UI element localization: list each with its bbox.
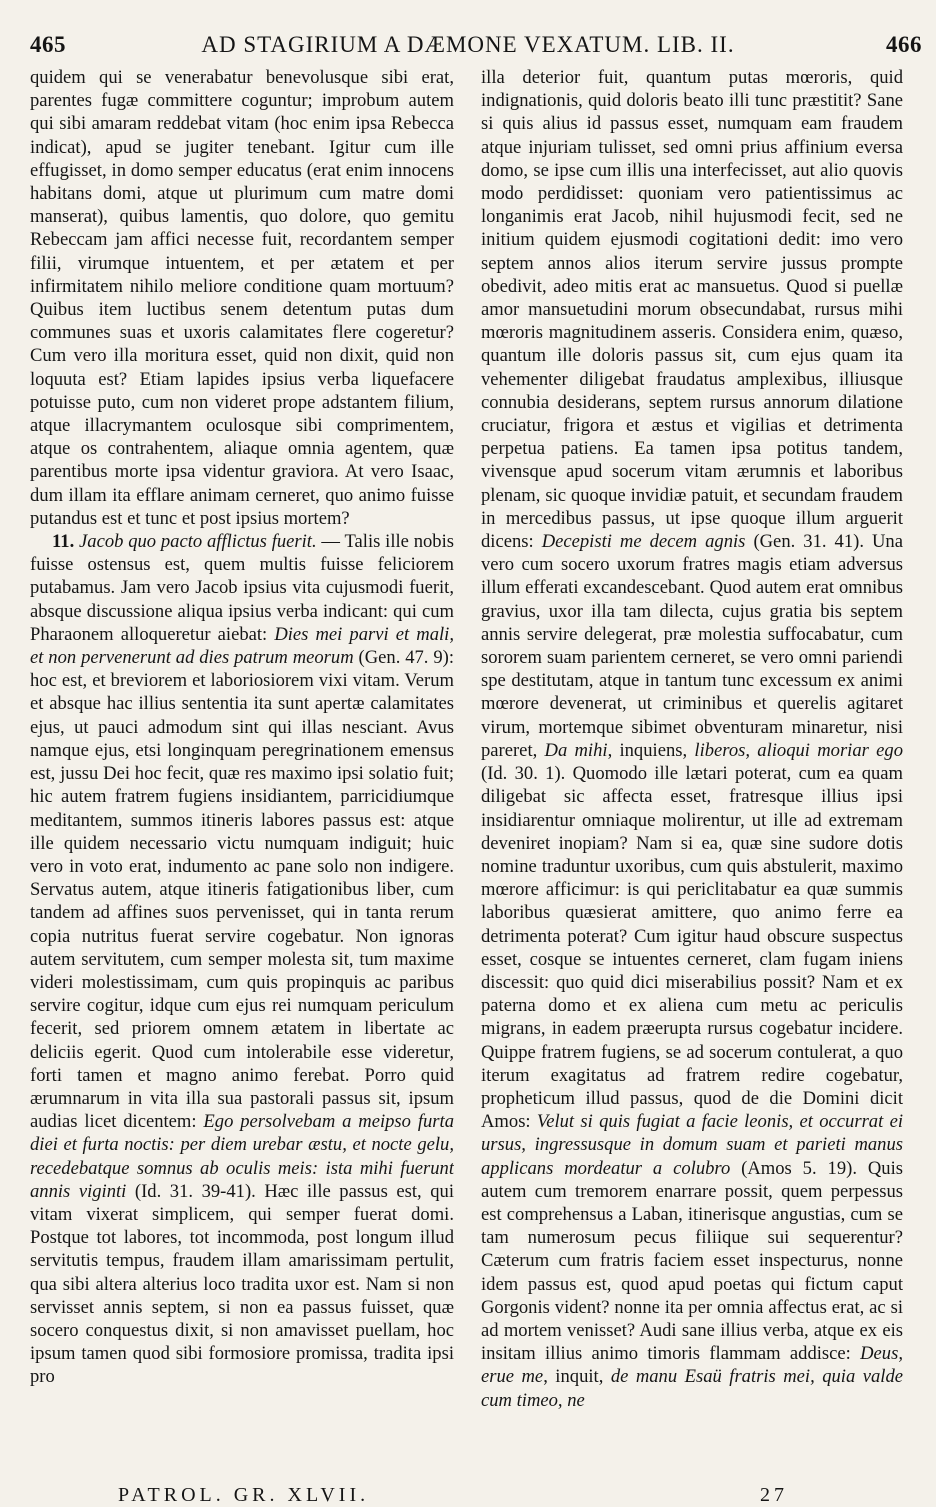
paragraph: quidem qui se venerabatur benevolusque sibi erat, parentes fugæ committere coguntur; improbum autem qui sibi amaram reddebat vitam (hoc enim ipsa Rebecca indicat), apud se jugiter tenebant. Igitur cum ille effugisset, in domo semper educatus (erat enim innocens habitans domi, atque ut plurimum cum matre domi manserat), quibus lamentis, quo dolore, quo gemitu Rebeccam jam affici necesse fuit, recordantem semper filii, virumque intuentem, et per ætatem et per infirmitatem nihilo meliore conditione quam mortuum? Quibus item luctibus senem detentum putas dum communes suas et uxoris calamitates flere cogeretur? Cum vero illa moritura esset, quid non dixit, quid non loquuta est? Etiam lapides ipsius verba liquefacere potuisse puto, cum non videret prope adstantem filium, atque illacrymantem oculosque sibi comprimentem, atque os contrahentem, aliaque omnia agentem, quæ parentibus morte ipsa videntur graviora. At vero Isaac, dum illam ita efflare animam cerneret, quo animo fuisse putandus est et tunc et post ipsius mortem? bbox=[30, 67, 454, 529]
scripture-reference: (Amos 5. 19) bbox=[730, 1157, 853, 1179]
scripture-quote: de manu Esaü fratris mei, quia valde cum timeo, ne bbox=[481, 1366, 903, 1411]
running-title: AD STAGIRIUM A DÆMONE VEXATUM. LIB. II. bbox=[201, 32, 735, 57]
scripture-reference: (Gen. 47. 9) bbox=[353, 647, 449, 669]
text-run: . Una vero cum socero uxorum fratres magis etiam adversus illum efferati excandescebant. Quod autem erat omnibus gravius, uxor illa tam dilecta, cujus gratia bis septem annis servire delegerat, præ molestia suffocabatur, cum sororem suam parientem cerneret, se vero omni pariendi spe destitutam, atque in tantum tunc excessum ex animi mœrore devenerat, ut criminibus et querelis agitaret virum, mortemque sibimet obventuram minaretur, nisi pareret, bbox=[481, 531, 903, 761]
scripture-quote: Dies mei parvi et mali, et non pervenerunt ad dies patrum meorum bbox=[30, 623, 454, 669]
text-run: : hoc est, et breviorem et laboriosiorem vixi vitam. Verum et absque hac illius sententia ita sunt apertæ calamitates ejus, ut pauci admodum sint qui illas nesciant. Avus namque ejus, etsi longinquam peregrinationem emensus est, jussu Dei hoc fecit, quæ res maximo ipsi solatio fuit; hic autem fratrem fugiens insidiantem, parricidiumque meditantem, summos itineris labores passus est: atque ille quidem necessario victu numquam indiguit; huic vero in voto erat, indumento ac pane solo non indigere. Servatus autem, atque itineris fatigationibus liber, cum tandem ad affines suos pervenisset, qui in tanta rerum copia nutritus fuerat servire cogebatur. Non ignoras autem servitutem, cum semper molesta sit, tum maxime videri molestissimam, cum quis propinquis ac paribus servire cogitur, idque cum ejus rei numquam periculum fecerit, sed priorem omnem ætatem in libertate ac deliciis egerit. Quod cum intolerabile esse videretur, forti tamen et magno animo ferebat. Porro quid ærumnarum in vita illa sua pastorali passus sit, ipsum audias licet dicentem: bbox=[30, 647, 454, 1133]
text-run: . Hæc ille passus est, qui vitam vixerat simplicem, qui semper fuerat domi. Postque tot labores, tot incommoda, post longum illud servitutis tempus, fraudem illam amarissimam pertulit, qua sibi altera alterius loco tradita uxor est. Nam si non servisset annis septem, si non ea passus fuisset, quæ socero conquestus dixit, si non amavisset puellam, hoc ipsum tamen quod sibi formosiore promissa, tradita ipsi pro bbox=[30, 1180, 454, 1388]
section-title: Jacob quo pacto afflictus fuerit. bbox=[79, 531, 317, 553]
section-number: 11. bbox=[52, 531, 75, 553]
scripture-reference: (Id. 30. 1) bbox=[481, 763, 561, 785]
text-run: , inquit, bbox=[543, 1366, 611, 1388]
scripture-reference: (Id. 31. 39-41) bbox=[126, 1180, 252, 1202]
scripture-quote: Velut si quis fugiat a facie leonis, et occurrat ei ursus, ingressusque in domum suam et parieti manus applicans mordeatur a colubro bbox=[481, 1111, 903, 1179]
text-run: . Quis autem cum tremorem enarrare possit, quem perpessus est comprehensus a Laban, itinerisque angustias, cum se tam numerosum pecus filiique sui sequerentur? Cæterum cum fratris faciem esset inspecturus, nonne idem passus est, quod apud poetas qui fictum caput Gorgonis vident? nonne ita per omnia affectus erat, ac si ad mortem venisset? Audi sane illius verba, atque ex eis insitam illius animo timoris flammam addisce: bbox=[481, 1157, 903, 1365]
footer-signature: 27 bbox=[760, 1484, 788, 1506]
right-column bbox=[481, 66, 903, 1471]
scripture-reference: (Gen. 31. 41) bbox=[745, 531, 860, 553]
scripture-quote: Deus, erue me bbox=[481, 1343, 903, 1388]
left-column bbox=[30, 66, 454, 1471]
scripture-quote: liberos, alioqui moriar ego bbox=[694, 739, 903, 761]
text-run: — Talis ille nobis fuisse ostensus est, quem multis fuisse feliciorem putabamus. Jam vero Jacob ipsius vita cujusmodi fuerit, absque discussione aliqua ipsius verba indicant: qui cum Pharaonem alloqueretur aiebat: bbox=[30, 531, 454, 645]
footer-series: PATROL. GR. XLVII. bbox=[118, 1484, 370, 1506]
page-number-right: 466 bbox=[886, 32, 922, 57]
page-header bbox=[0, 8, 936, 57]
text-run: illa deterior fuit, quantum putas mœroris, quid indignationis, quid doloris beato illi tunc præstitit? Sane si quis alius id passus esset, numquam eam fraudem atque injuriam tulisset, sed omni prius affinium eversa domo, se ipse cum illis una interfecisset, aut alio quovis modo perdidisset: quoniam vero patientissimus ac longanimis erat Jacob, nihil hujusmodi fecit, sed ne initium quidem ejusmodi cogitationi dedit: imo vero septem annos alios iterum servire jussus prompte obedivit, adeo mitis erat ac mansuetus. Quod si puellæ amor mansuetudini morum obsecundabat, rursus mihi mœroris magnitudinem asseris. Considera enim, quæso, quantum ille doloris passus sit, cum ejus quam ita vehementer diligebat fraudatus amplexibus, illiusque connubia desiderans, septem rursus annorum dilatione cruciatur, frigora et æstus et vigilias et detrimenta perpetua patiens. Ea tamen ipsa potitus tandem, vivensque apud socerum vitam ærumnis et laboribus plenam, sic quoque invidiæ patuit, et secundam fraudem in mercedibus passus, ut ipse quoque illum arguerit dicens: bbox=[481, 67, 903, 553]
text-run: , inquiens, bbox=[607, 739, 695, 761]
scripture-quote: Ego persolvebam a meipso furta diei et furta noctis: per diem urebar æstu, et nocte gelu, recedebatque somnus ab oculis meis: ista mihi fuerunt annis viginti bbox=[30, 1111, 454, 1202]
text-run: . Quomodo ille lætari poterat, cum ea quam diligebat sic affecta esset, fratresque illius ipsi insidiarentur omniaque molirentur, ut ille ad extremam deveniret inopiam? Nam si ea, quæ sine sudore dotis nomine traduntur uxoribus, cum quis abstulerit, maximo mœrore afficimur: is qui periclitabatur ea quæ summis laboribus quæsierat amittere, quo animo ferre ea detrimenta poterat? Cum igitur haud obscure suspectus esset, cosque se intuentes cerneret, clam fugam iniens discessit: quo quid dici miserabilius possit? Nam et ex paterna domo et ex aliena cum metu ac periculis migrans, in eadem præerupta rursus cogebatur incidere. Quippe fratrem fugiens, se ad socerum contulerat, a quo iterum exagitatus ad fratrem redire cogebatur, propheticum illud passus, quod de die Domini dicit Amos: bbox=[481, 763, 903, 1133]
paragraph-section-11 bbox=[30, 530, 454, 1389]
paragraph bbox=[481, 66, 903, 1412]
page-number-left: 465 bbox=[30, 32, 66, 57]
scripture-quote: Decepisti me decem agnis bbox=[541, 531, 746, 553]
scripture-quote: Da mihi bbox=[544, 739, 608, 761]
